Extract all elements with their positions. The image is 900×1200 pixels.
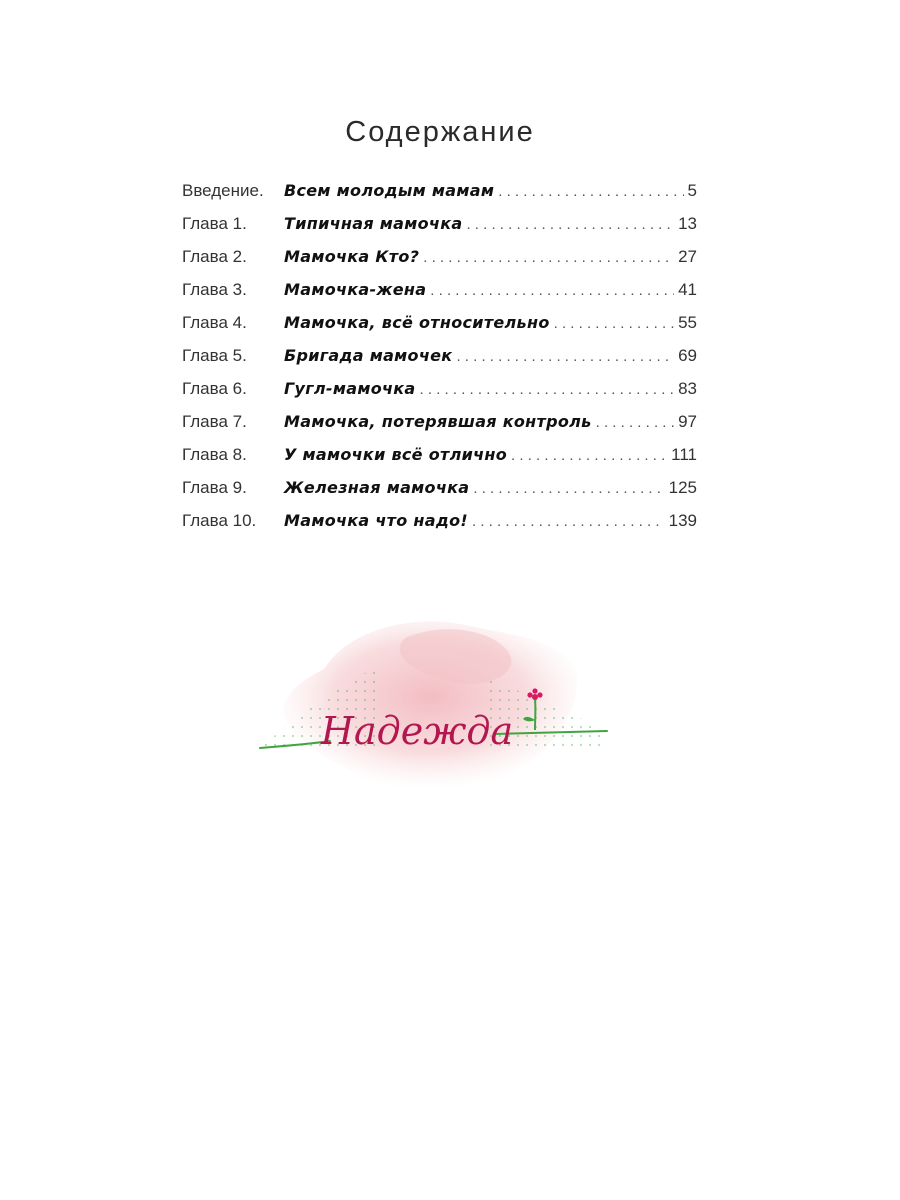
toc-chapter-label: Глава 9. (182, 478, 247, 497)
table-of-contents (182, 181, 697, 544)
toc-dot-leader (423, 249, 674, 266)
toc-page-number: 27 (678, 247, 697, 266)
toc-chapter-label: Глава 5. (182, 346, 247, 365)
toc-dot-leader (473, 480, 664, 497)
toc-dot-leader (498, 183, 683, 200)
page-title: Содержание (345, 116, 535, 148)
toc-dot-leader (456, 348, 674, 365)
toc-chapter-label: Глава 1. (182, 214, 247, 233)
toc-page-number: 125 (668, 478, 697, 497)
toc-chapter-title: Типичная мамочка (284, 214, 463, 233)
toc-dot-leader (420, 381, 675, 398)
toc-chapter-label: Введение. (182, 181, 264, 200)
toc-chapter-label: Глава 8. (182, 445, 247, 464)
toc-chapter-title: Мамочка-жена (284, 280, 427, 299)
toc-row (182, 478, 697, 511)
toc-chapter-label: Глава 6. (182, 379, 247, 398)
toc-page-number: 41 (678, 280, 697, 299)
publisher-logo (255, 608, 615, 798)
toc-page-number: 13 (678, 214, 697, 233)
toc-page-number: 83 (678, 379, 697, 398)
toc-chapter-label: Глава 7. (182, 412, 247, 431)
toc-chapter-title: Бригада мамочек (284, 346, 453, 365)
toc-chapter-title: Гугл-мамочка (284, 379, 416, 398)
toc-chapter-title: У мамочки всё отлично (284, 445, 508, 464)
toc-row (182, 412, 697, 445)
toc-dot-leader (554, 315, 674, 332)
toc-dot-leader (511, 447, 667, 464)
toc-page-number: 5 (687, 181, 697, 200)
toc-page-number: 69 (678, 346, 697, 365)
toc-chapter-label: Глава 2. (182, 247, 247, 266)
toc-row (182, 181, 697, 214)
toc-row (182, 511, 697, 544)
toc-chapter-title: Мамочка Кто? (284, 247, 420, 266)
toc-dot-leader (472, 513, 665, 530)
toc-row (182, 313, 697, 346)
toc-chapter-label: Глава 10. (182, 511, 257, 530)
toc-chapter-title: Всем молодым мамам (284, 181, 495, 200)
toc-dot-leader (596, 414, 674, 431)
toc-row (182, 214, 697, 247)
toc-page-number: 111 (671, 445, 697, 464)
toc-chapter-title: Железная мамочка (284, 478, 470, 497)
toc-chapter-title: Мамочка, всё относительно (284, 313, 550, 332)
toc-chapter-title: Мамочка что надо! (284, 511, 468, 530)
logo-wordmark: Надежда (320, 709, 514, 753)
toc-chapter-title: Мамочка, потерявшая контроль (284, 412, 592, 431)
toc-page-number: 97 (678, 412, 697, 431)
toc-dot-leader (430, 282, 674, 299)
toc-row (182, 247, 697, 280)
toc-chapter-label: Глава 4. (182, 313, 247, 332)
toc-dot-leader (466, 216, 674, 233)
toc-row (182, 445, 697, 478)
toc-page-number: 55 (678, 313, 697, 332)
toc-row (182, 280, 697, 313)
toc-page-number: 139 (668, 511, 697, 530)
toc-row (182, 379, 697, 412)
toc-row (182, 346, 697, 379)
toc-chapter-label: Глава 3. (182, 280, 247, 299)
